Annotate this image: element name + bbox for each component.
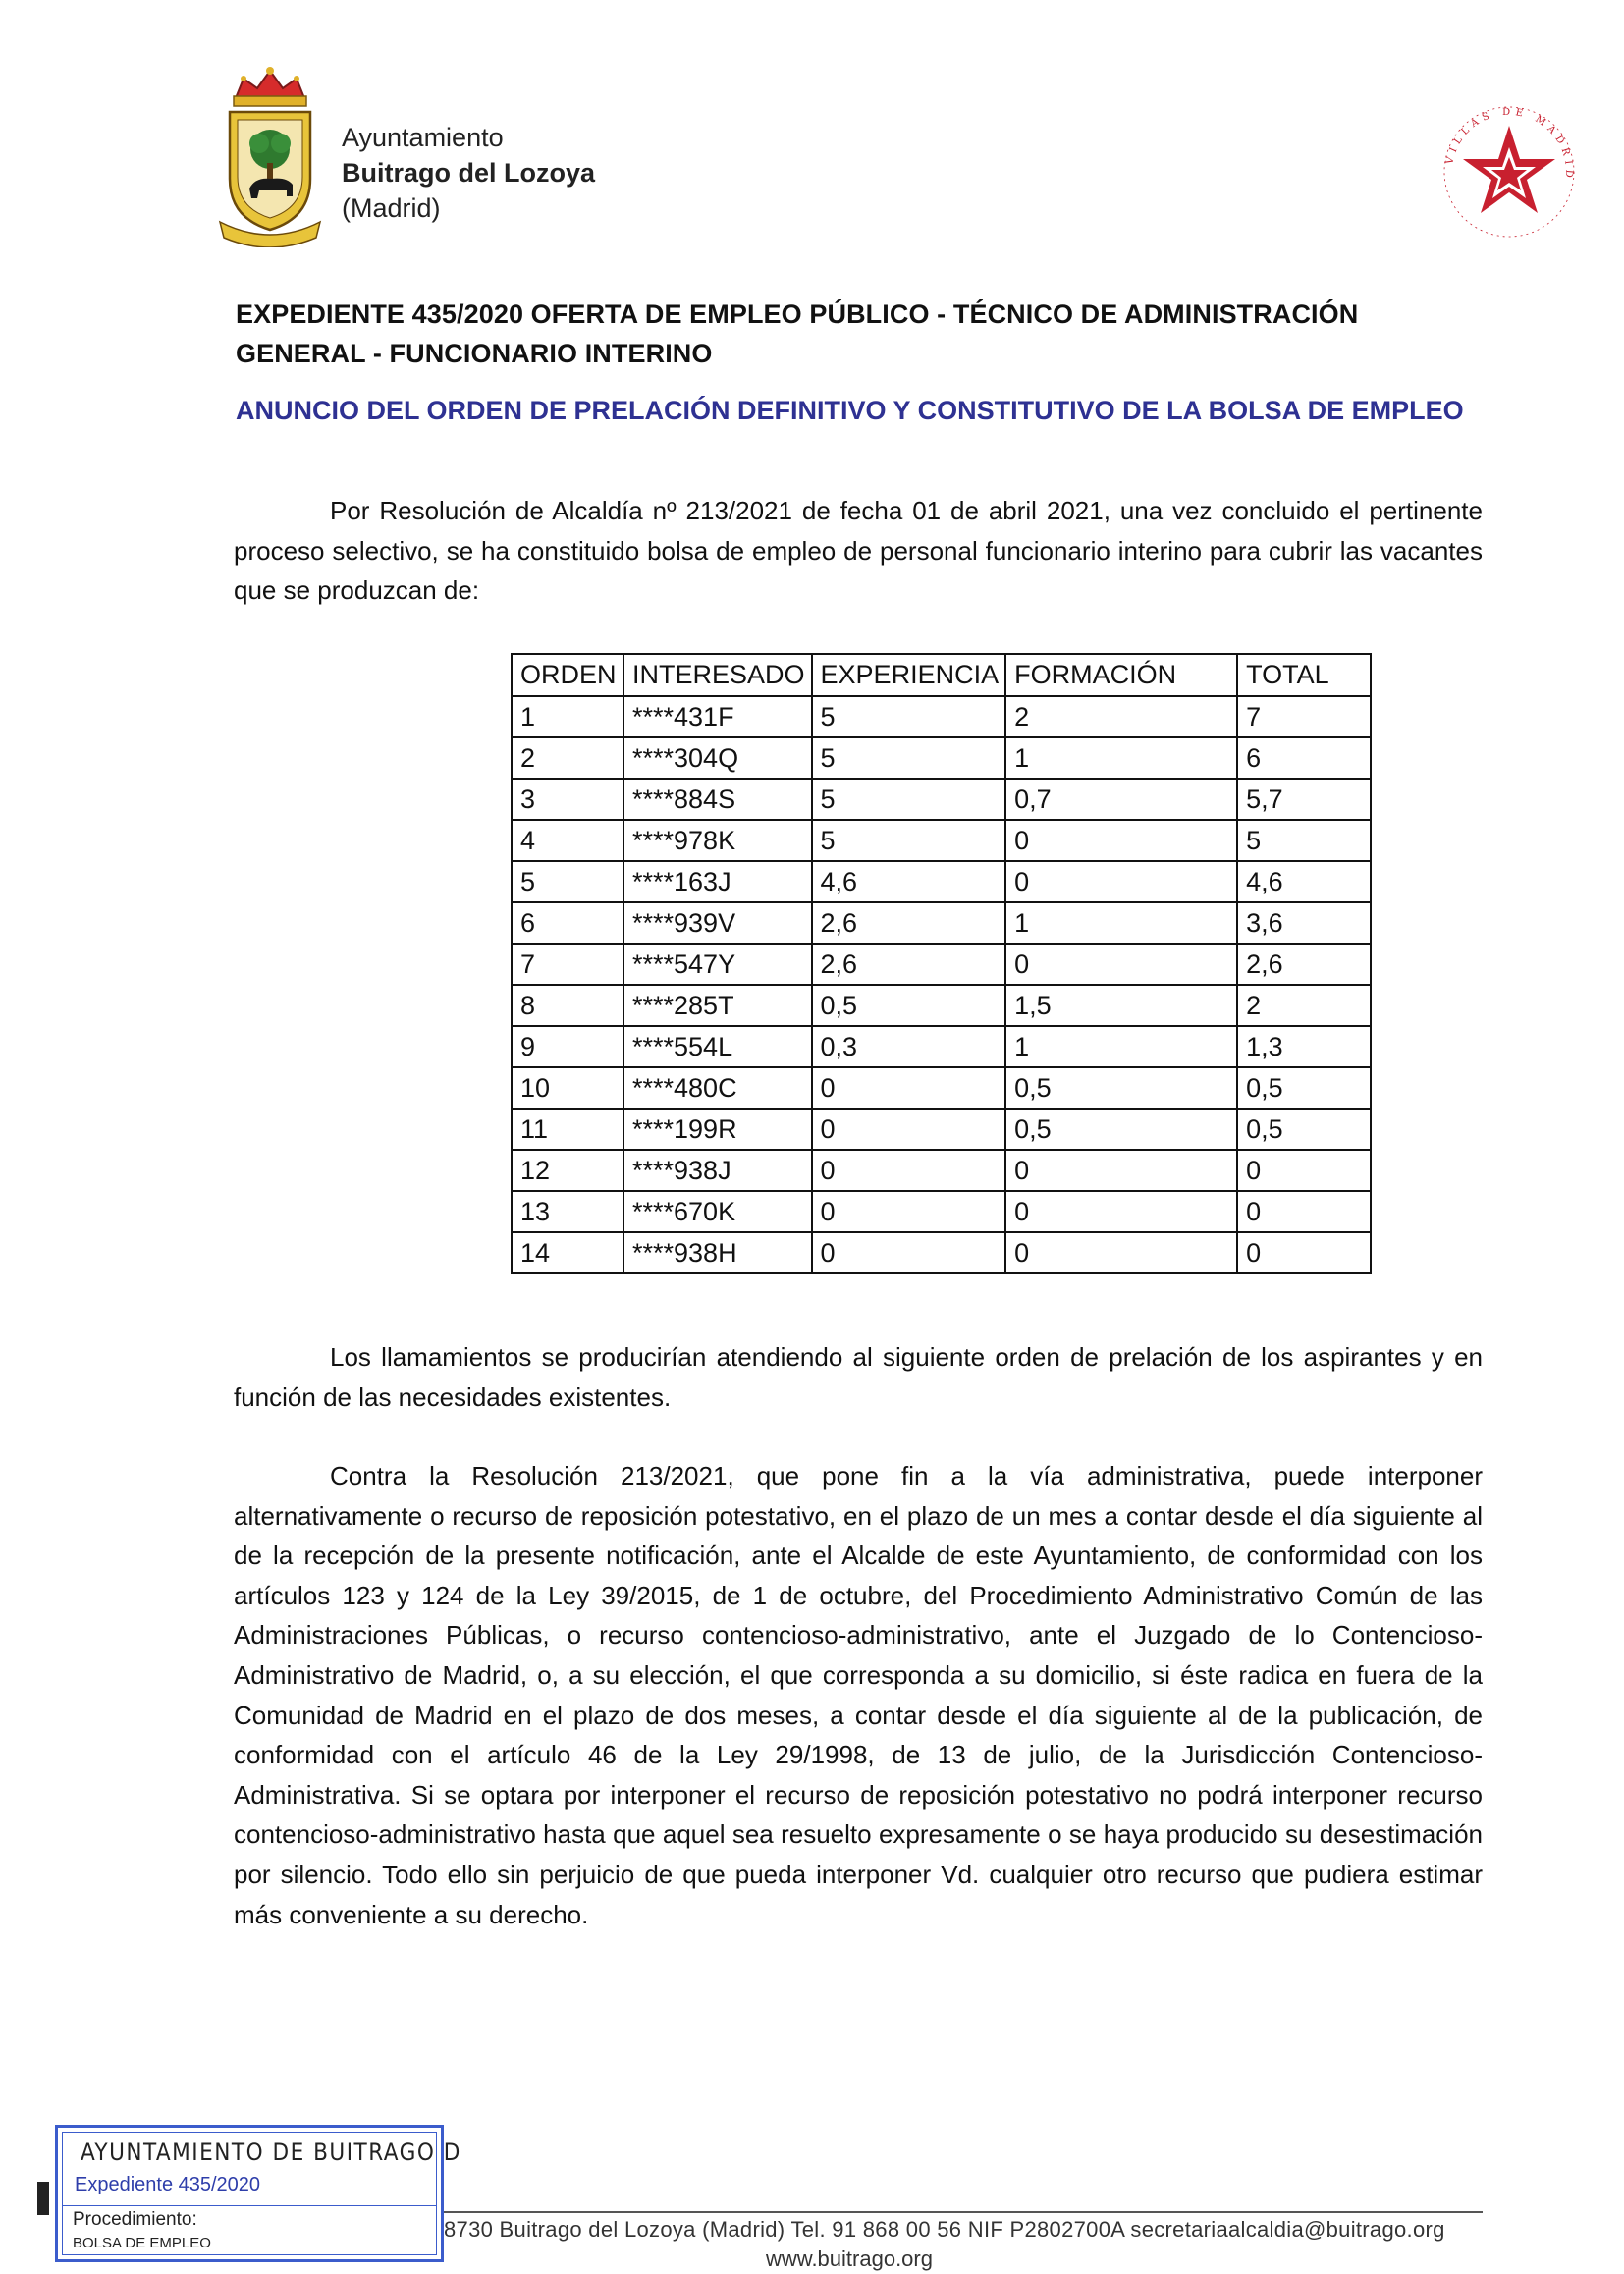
- header-experiencia: EXPERIENCIA: [812, 654, 1006, 696]
- cell-formacion: 0: [1005, 820, 1237, 861]
- cell-experiencia: 4,6: [812, 861, 1006, 902]
- cell-total: 0,5: [1237, 1109, 1371, 1150]
- cell-experiencia: 5: [812, 696, 1006, 737]
- cell-interesado: ****285T: [623, 985, 812, 1026]
- header-total: TOTAL: [1237, 654, 1371, 696]
- cell-interesado: ****480C: [623, 1067, 812, 1109]
- table-header-row: [512, 654, 1371, 696]
- stamp-expediente: Expediente 435/2020: [75, 2174, 261, 2195]
- cell-interesado: ****304Q: [623, 737, 812, 779]
- stamp-procedimiento-label: Procedimiento:: [73, 2209, 197, 2230]
- org-line-3: (Madrid): [342, 193, 441, 223]
- cell-formacion: 0: [1005, 944, 1237, 985]
- cell-experiencia: 5: [812, 779, 1006, 820]
- table-row: [512, 902, 1371, 944]
- cell-interesado: ****199R: [623, 1109, 812, 1150]
- cell-total: 4,6: [1237, 861, 1371, 902]
- document-subtitle: ANUNCIO DEL ORDEN DE PRELACIÓN DEFINITIVO Y CONSTITUTIVO DE LA BOLSA DE EMPLEO: [236, 396, 1464, 425]
- table-row: [512, 820, 1371, 861]
- cell-formacion: 1: [1005, 737, 1237, 779]
- table-row: [512, 737, 1371, 779]
- cell-interesado: ****554L: [623, 1026, 812, 1067]
- footer-address: 8730 Buitrago del Lozoya (Madrid) Tel. 91 868 00 56 NIF P2802700A secretariaalcaldia@buitrago.org: [444, 2217, 1445, 2242]
- seal-ring-text: VILLAS DE MADRID: [1444, 106, 1575, 184]
- cell-formacion: 0,7: [1005, 779, 1237, 820]
- footer-divider: [442, 2211, 1483, 2213]
- cell-orden: 14: [512, 1232, 623, 1273]
- cell-experiencia: 0,5: [812, 985, 1006, 1026]
- cell-orden: 6: [512, 902, 623, 944]
- cell-total: 0,5: [1237, 1067, 1371, 1109]
- header-formacion: FORMACIÓN: [1005, 654, 1237, 696]
- cell-formacion: 0: [1005, 1150, 1237, 1191]
- cell-total: 6: [1237, 737, 1371, 779]
- header-orden: ORDEN: [512, 654, 623, 696]
- cell-interesado: ****547Y: [623, 944, 812, 985]
- cell-orden: 5: [512, 861, 623, 902]
- cell-experiencia: 0: [812, 1232, 1006, 1273]
- cell-experiencia: 0,3: [812, 1026, 1006, 1067]
- cell-formacion: 1: [1005, 1026, 1237, 1067]
- org-line-1: Ayuntamiento: [342, 123, 504, 152]
- intro-paragraph: [234, 491, 1483, 611]
- header-interesado: INTERESADO: [623, 654, 812, 696]
- cell-orden: 4: [512, 820, 623, 861]
- cell-formacion: 2: [1005, 696, 1237, 737]
- cell-experiencia: 0: [812, 1150, 1006, 1191]
- appeal-paragraph-text: Contra la Resolución 213/2021, que pone fin a la vía administrativa, puede interponer alternativamente o recurso de reposición potestativo, en el plazo de un mes a contar desde el día siguiente al de la recepción de la presente notificación, ante el Alcalde de este Ayuntamiento, de conformidad con los artículos 123 y 124 de la Ley 39/2015, de 1 de octubre, del Procedimiento Administrativo Común de las Administraciones Públicas, o recurso contencioso-administrativo, ante el Juzgado de lo Contencioso-Administrativo de Madrid, o, a su elección, el que corresponda a su domicilio, si éste radica en fuera de la Comunidad de Madrid en el plazo de dos meses, a contar desde el día siguiente al de la publicación, de conformidad con el artículo 46 de la Ley 29/1998, de 13 de julio, de la Jurisdicción Contencioso-Administrativa. Si se optara por interponer el recurso de reposición potestativo no podrá interponer recurso contencioso-administrativo hasta que aquel sea resuelto expresamente o se haya producido su desestimación por silencio. Todo ello sin perjuicio de que pueda interponer Vd. cualquier otro recurso que pudiera estimar más conveniente a su derecho.: [234, 1461, 1483, 1929]
- table-row: [512, 944, 1371, 985]
- cell-orden: 2: [512, 737, 623, 779]
- cell-formacion: 0,5: [1005, 1109, 1237, 1150]
- table-row: [512, 696, 1371, 737]
- org-line-2: Buitrago del Lozoya: [342, 158, 596, 188]
- cell-experiencia: 2,6: [812, 944, 1006, 985]
- table-row: [512, 1232, 1371, 1273]
- cell-formacion: 1,5: [1005, 985, 1237, 1026]
- cell-total: 2: [1237, 985, 1371, 1026]
- cell-orden: 9: [512, 1026, 623, 1067]
- cell-experiencia: 0: [812, 1067, 1006, 1109]
- table-row: [512, 1191, 1371, 1232]
- cell-interesado: ****938H: [623, 1232, 812, 1273]
- calls-paragraph-text: Los llamamientos se producirían atendiendo al siguiente orden de prelación de los aspirantes y en función de las necesidades existentes.: [234, 1342, 1483, 1412]
- cell-total: 2,6: [1237, 944, 1371, 985]
- intro-paragraph-text: Por Resolución de Alcaldía nº 213/2021 de fecha 01 de abril 2021, una vez concluido el pertinente proceso selectivo, se ha constituido bolsa de empleo de personal funcionario interino para cubrir las vacantes que se produzcan de:: [234, 496, 1483, 606]
- table-row: [512, 1026, 1371, 1067]
- cell-orden: 13: [512, 1191, 623, 1232]
- cell-orden: 1: [512, 696, 623, 737]
- cell-total: 5: [1237, 820, 1371, 861]
- cell-interesado: ****939V: [623, 902, 812, 944]
- table-row: [512, 1150, 1371, 1191]
- ranking-table: [511, 653, 1372, 1274]
- cell-experiencia: 5: [812, 820, 1006, 861]
- cell-formacion: 0: [1005, 861, 1237, 902]
- cell-formacion: 0: [1005, 1232, 1237, 1273]
- calls-paragraph: [234, 1337, 1483, 1417]
- registry-stamp: [55, 2125, 461, 2262]
- document-title: EXPEDIENTE 435/2020 OFERTA DE EMPLEO PÚBLICO - TÉCNICO DE ADMINISTRACIÓN GENERAL - FUNCIONARIO INTERINO: [236, 299, 1359, 368]
- table-row: [512, 861, 1371, 902]
- cell-total: 5,7: [1237, 779, 1371, 820]
- cell-formacion: 0: [1005, 1191, 1237, 1232]
- stamp-procedimiento-value: BOLSA DE EMPLEO: [73, 2235, 211, 2251]
- cell-total: 1,3: [1237, 1026, 1371, 1067]
- cell-interesado: ****670K: [623, 1191, 812, 1232]
- cell-experiencia: 2,6: [812, 902, 1006, 944]
- cell-formacion: 1: [1005, 902, 1237, 944]
- footer-website: www.buitrago.org: [766, 2247, 933, 2271]
- cell-interesado: ****978K: [623, 820, 812, 861]
- page-edge-mark: [37, 2182, 49, 2215]
- cell-orden: 8: [512, 985, 623, 1026]
- cell-experiencia: 0: [812, 1109, 1006, 1150]
- cell-total: 0: [1237, 1232, 1371, 1273]
- cell-orden: 12: [512, 1150, 623, 1191]
- cell-total: 0: [1237, 1150, 1371, 1191]
- villas-de-madrid-seal-icon: [1435, 98, 1583, 245]
- cell-interesado: ****163J: [623, 861, 812, 902]
- municipal-coat-of-arms-icon: [216, 61, 324, 247]
- cell-experiencia: 0: [812, 1191, 1006, 1232]
- table-row: [512, 1067, 1371, 1109]
- cell-total: 0: [1237, 1191, 1371, 1232]
- table-row: [512, 985, 1371, 1026]
- cell-formacion: 0,5: [1005, 1067, 1237, 1109]
- cell-orden: 11: [512, 1109, 623, 1150]
- stamp-organization: AYUNTAMIENTO DE BUITRAGO D: [81, 2139, 461, 2166]
- table-row: [512, 779, 1371, 820]
- municipality-name: [342, 120, 595, 226]
- cell-orden: 7: [512, 944, 623, 985]
- stamp-divider: [63, 2205, 436, 2206]
- cell-experiencia: 5: [812, 737, 1006, 779]
- cell-interesado: ****431F: [623, 696, 812, 737]
- table-row: [512, 1109, 1371, 1150]
- cell-total: 7: [1237, 696, 1371, 737]
- cell-total: 3,6: [1237, 902, 1371, 944]
- cell-orden: 10: [512, 1067, 623, 1109]
- appeal-paragraph: [234, 1456, 1483, 1934]
- cell-interesado: ****884S: [623, 779, 812, 820]
- cell-interesado: ****938J: [623, 1150, 812, 1191]
- cell-orden: 3: [512, 779, 623, 820]
